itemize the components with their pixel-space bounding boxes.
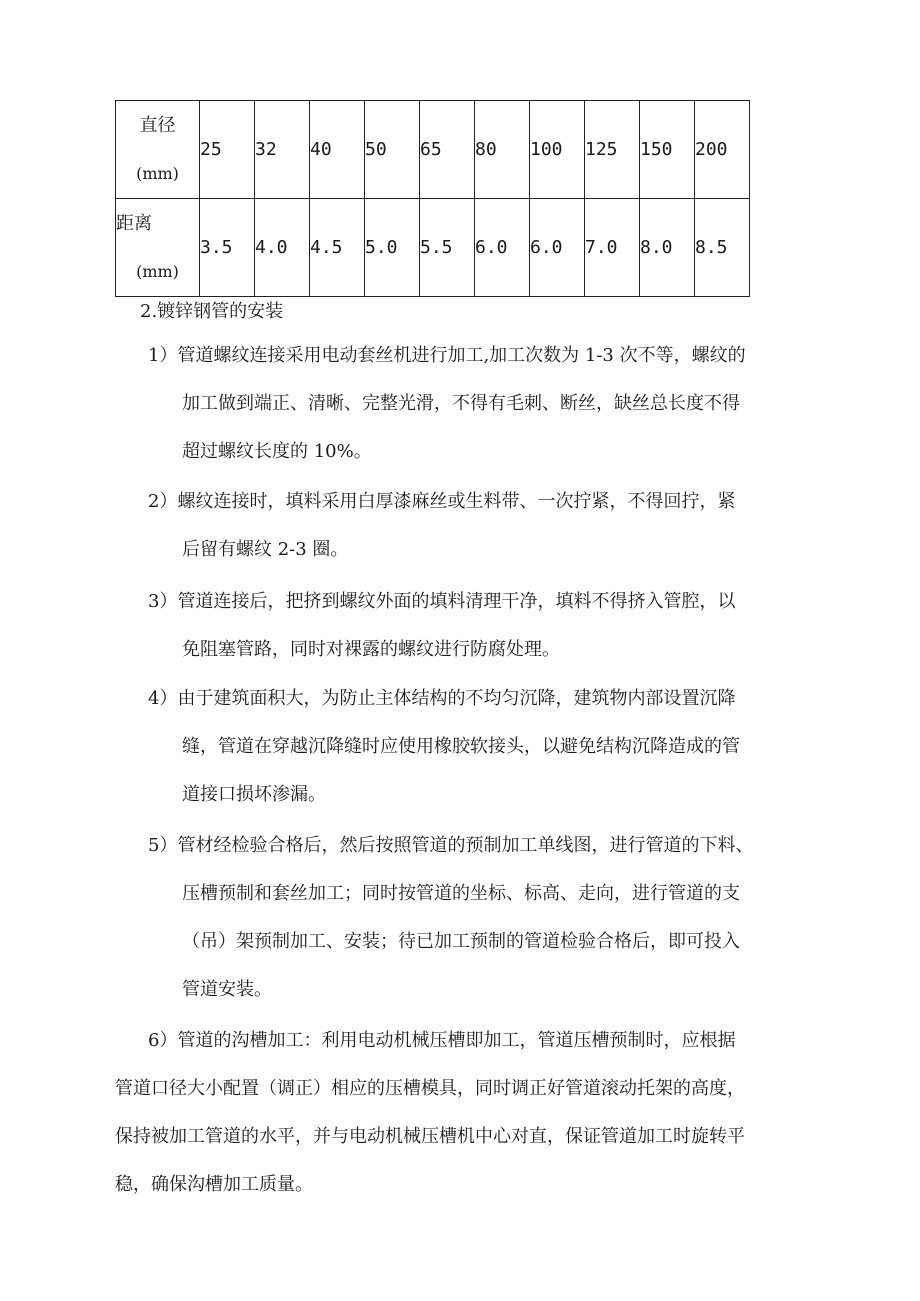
table-cell: 100 — [530, 101, 585, 199]
pipe-spec-table — [115, 100, 750, 297]
table-cell: 6.0 — [530, 199, 585, 297]
table-cell: 25 — [200, 101, 255, 199]
paragraph-line: 2）螺纹连接时，填料采用白厚漆麻丝或生料带、一次拧紧，不得回拧，紧 — [148, 491, 736, 512]
paragraph-line: 管道口径大小配置（调正）相应的压槽模具，同时调正好管道滚动托架的高度， — [115, 1078, 745, 1099]
table-cell: 8.0 — [640, 199, 695, 297]
paragraph-line: 道接口损坏渗漏。 — [182, 784, 326, 805]
table-row-diameter — [116, 101, 750, 199]
table-cell: 80 — [475, 101, 530, 199]
paragraph-line: 保持被加工管道的水平，并与电动机械压槽机中心对直，保证管道加工时旋转平 — [115, 1126, 745, 1147]
table-cell: 5.5 — [420, 199, 475, 297]
table-cell: 4.5 — [310, 199, 365, 297]
paragraph-line: 缝，管道在穿越沉降缝时应使用橡胶软接头，以避免结构沉降造成的管 — [182, 736, 740, 757]
table-cell: 6.0 — [475, 199, 530, 297]
table-cell: 125 — [585, 101, 640, 199]
table-cell: 4.0 — [255, 199, 310, 297]
header-unit-diameter: (mm) — [136, 163, 179, 183]
table-cell: 200 — [695, 101, 750, 199]
paragraph-line: 超过螺纹长度的 10%。 — [182, 441, 372, 462]
table-cell: 50 — [365, 101, 420, 199]
paragraph-line: 加工做到端正、清晰、完整光滑，不得有毛刺、断丝，缺丝总长度不得 — [182, 393, 740, 414]
paragraph-line: 5）管材经检验合格后，然后按照管道的预制加工单线图，进行管道的下料、 — [148, 835, 754, 856]
header-label-distance: 距离 — [116, 212, 152, 234]
paragraph-line: 稳，确保沟槽加工质量。 — [115, 1174, 313, 1195]
paragraph-line: 4）由于建筑面积大，为防止主体结构的不均匀沉降，建筑物内部设置沉降 — [148, 688, 736, 709]
paragraph-line: 3）管道连接后，把挤到螺纹外面的填料清理干净，填料不得挤入管腔，以 — [148, 591, 736, 612]
table-cell: 40 — [310, 101, 365, 199]
paragraph-line: 后留有螺纹 2-3 圈。 — [182, 539, 349, 560]
paragraph-line: 管道安装。 — [182, 979, 272, 1000]
table-row-distance — [116, 199, 750, 297]
paragraph-line: 免阻塞管路，同时对裸露的螺纹进行防腐处理。 — [182, 639, 560, 660]
paragraph-line: 压槽预制和套丝加工；同时按管道的坐标、标高、走向，进行管道的支 — [182, 883, 740, 904]
table-cell: 7.0 — [585, 199, 640, 297]
table-header-diameter — [116, 101, 200, 199]
header-label-diameter: 直径 — [139, 114, 176, 136]
paragraph-line: 6）管道的沟槽加工：利用电动机械压槽即加工，管道压槽预制时，应根据 — [148, 1030, 736, 1051]
table-cell: 32 — [255, 101, 310, 199]
table-cell: 5.0 — [365, 199, 420, 297]
header-unit-distance: (mm) — [136, 261, 179, 281]
paragraph-line: （吊）架预制加工、安装；待已加工预制的管道检验合格后，即可投入 — [182, 931, 740, 952]
section-heading: 2.镀锌钢管的安装 — [140, 301, 284, 322]
table-cell: 65 — [420, 101, 475, 199]
table-cell: 150 — [640, 101, 695, 199]
table-cell: 3.5 — [200, 199, 255, 297]
table-cell: 8.5 — [695, 199, 750, 297]
table-header-distance — [116, 199, 200, 297]
paragraph-line: 1）管道螺纹连接采用电动套丝机进行加工,加工次数为 1-3 次不等，螺纹的 — [148, 345, 746, 366]
